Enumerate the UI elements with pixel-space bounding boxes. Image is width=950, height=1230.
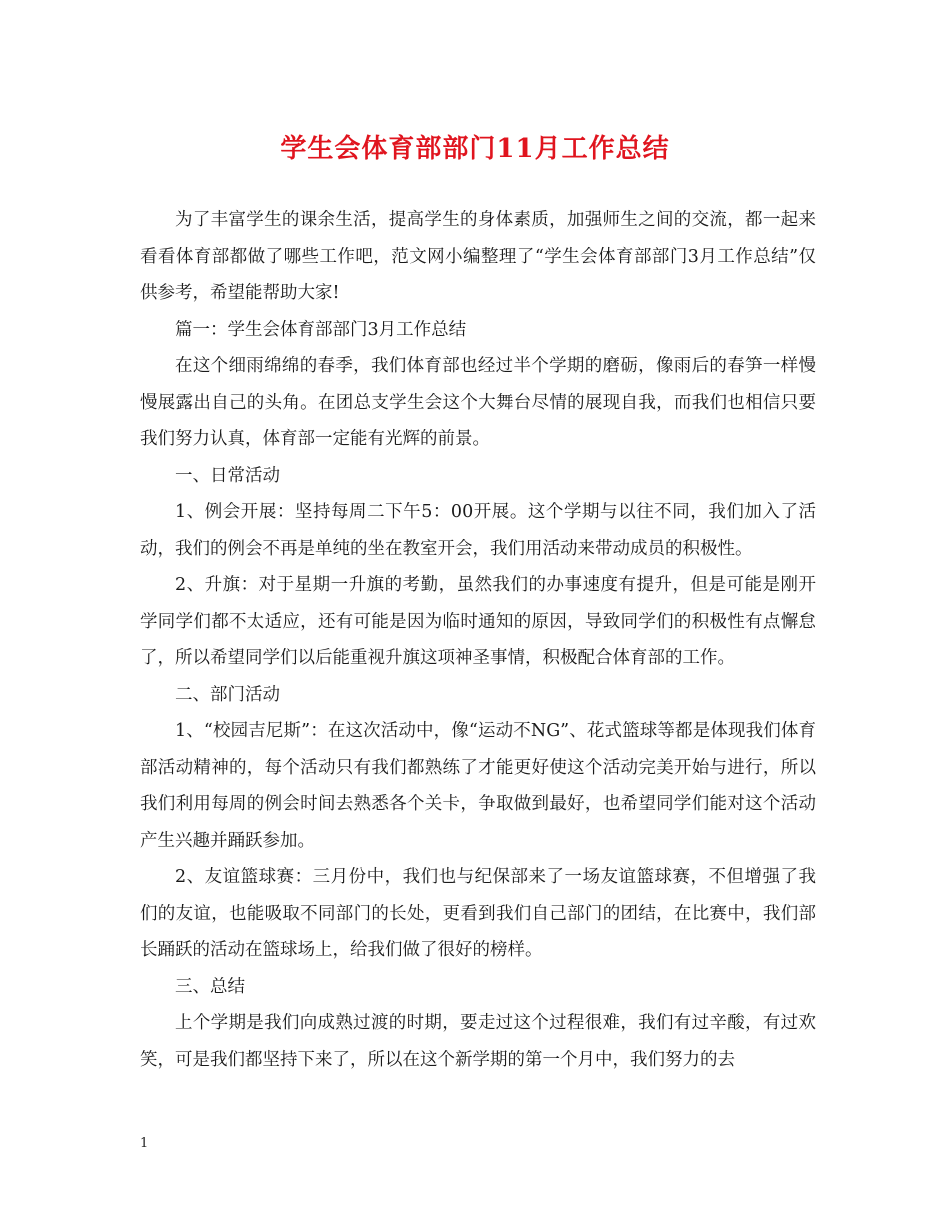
paragraph-flag-raising: 2、升旗：对于星期一升旗的考勤，虽然我们的办事速度有提升，但是可能是刚开学同学们都不太适应，还有可能是因为临时通知的原因，导致同学们的积极性有点懈怠了，所以希望同学们以后能重视升旗这项神圣事情，积极配合体育部的工作。	[140, 575, 816, 668]
section-heading-department-activities: 二、部门活动	[175, 684, 280, 705]
document-body	[140, 202, 816, 1078]
page-number: 1	[140, 1136, 149, 1151]
paragraph-weekly-meeting: 1、例会开展：坚持每周二下午5：00开展。这个学期与以往不同，我们加入了活动，我们的例会不再是单纯的坐在教室开会，我们用活动来带动成员的积极性。	[140, 502, 816, 559]
section-heading-summary: 三、总结	[175, 976, 245, 997]
paragraph-opening: 在这个细雨绵绵的春季，我们体育部也经过半个学期的磨砺，像雨后的春笋一样慢慢展露出自己的头角。在团总支学生会这个大舞台尽情的展现自我，而我们也相信只要我们努力认真，体育部一定能有光辉的前景。	[140, 356, 816, 449]
section-heading-daily-activities: 一、日常活动	[175, 465, 280, 486]
paragraph-summary: 上个学期是我们向成熟过渡的时期，要走过这个过程很难，我们有过辛酸，有过欢笑，可是我们都坚持下来了，所以在这个新学期的第一个月中，我们努力的去	[140, 1013, 816, 1070]
paragraph-intro: 为了丰富学生的课余生活，提高学生的身体素质，加强师生之间的交流，都一起来看看体育部都做了哪些工作吧，范文网小编整理了“学生会体育部部门3月工作总结”仅供参考，希望能帮助大家!	[140, 210, 816, 303]
paragraph-campus-guinness: 1、“校园吉尼斯”：在这次活动中，像“运动不NG”、花式篮球等都是体现我们体育部活动精神的，每个活动只有我们都熟练了才能更好使这个活动完美开始与进行，所以我们利用每周的例会时间去熟悉各个关卡，争取做到最好，也希望同学们能对这个活动产生兴趣并踊跃参加。	[140, 721, 816, 851]
paragraph-article-heading: 篇一：学生会体育部部门3月工作总结	[175, 319, 467, 340]
document-title: 学生会体育部部门11月工作总结	[280, 134, 670, 164]
paragraph-friendship-basketball: 2、友谊篮球赛：三月份中，我们也与纪保部来了一场友谊篮球赛，不但增强了我们的友谊，也能吸取不同部门的长处，更看到我们自己部门的团结，在比赛中，我们部长踊跃的活动在篮球场上，给我们做了很好的榜样。	[140, 867, 816, 960]
